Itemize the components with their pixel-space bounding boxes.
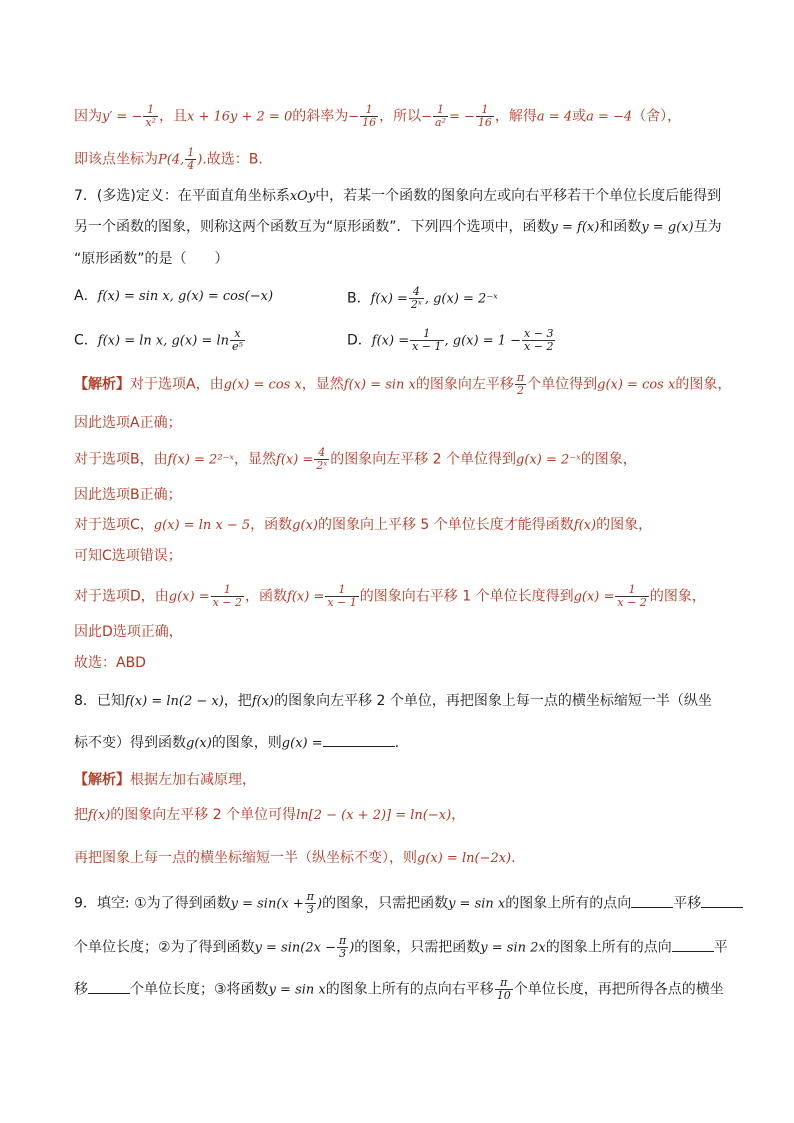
option-b: B．f(x) = $\frac{4}{\text{2ˣ}}$ , g(x) = 2⁻ˣ bbox=[347, 285, 498, 311]
q7-solution-c-line-1: 对于选项C，g(x) = ln x − 5，函数g(x)的图象向上平移 5 个单位长度才能得函数f(x)的图象， bbox=[74, 517, 653, 533]
q8-stem-line-1: 8．已知f(x) = ln(2 − x)，把f(x)的图象向左平移 2 个单位，再把图象上每一点的横坐标缩短一半（纵坐 bbox=[74, 693, 712, 709]
q9-line-1: 9．填空: ①为了得到函数y = sin(x + $\frac{\pi}{3}$ )的图象，只需把函数y = sin x的图象上所有的点向 平移 bbox=[74, 891, 734, 916]
q7-solution-d-line-1: 对于选项D，由g(x) = $\frac{1}{x - 2}$ ，函数f(x) = $\frac{1}{x - 1}$ 的图象向右平移 1 个单位长度得到g(x) = $\frac{1}{x - 2}$ 的图象， bbox=[74, 583, 706, 609]
q8-stem-line-2: 标不变）得到函数g(x)的图象，则g(x) = . bbox=[74, 732, 734, 754]
q7-solution-b-line-2: 因此选项B正确； bbox=[74, 487, 182, 503]
fraction: $\frac{1}{16}$ bbox=[477, 103, 492, 129]
q7-stem-line-2: 另一个函数的图象，则称这两个函数互为“原形函数”．下列四个选项中，函数y = f(x)和函数y = g(x)互为 bbox=[74, 219, 722, 235]
q7-stem-line-1: 7．(多选)定义：在平面直角坐标系xOy中，若某一个函数的图象向左或向右平移若干个单位长度后能得到 bbox=[74, 188, 722, 204]
text: ，所以 bbox=[379, 108, 422, 125]
text: ，解得 bbox=[494, 108, 537, 125]
answer-blank[interactable] bbox=[672, 937, 714, 952]
q6-solution-line-1: 因为y′ = − $\frac{1}{\text{x²}}$ ，且x + 16y + 2 = 0的斜率为− $\frac{1}{16}$ ，所以− $\frac{1}{\text{a²}}$ = − $\frac{1}{16}$ ，解得a = 4或a = −4（舍）， bbox=[74, 103, 682, 129]
text: 即该点坐标为 bbox=[74, 151, 158, 168]
answer-text: .故选：B. bbox=[202, 151, 263, 168]
q8-solution-line-2: 把f(x)的图象向左平移 2 个单位可得ln[2 − (x + 2)] = ln(−x)， bbox=[74, 807, 466, 823]
answer-blank[interactable] bbox=[88, 979, 130, 994]
answer-blank[interactable] bbox=[631, 893, 673, 908]
answer-blank[interactable] bbox=[701, 893, 743, 908]
option-d: D．f(x) = $\frac{1}{x - 1}$ , g(x) = 1 − $\frac{x - 3}{x - 2}$ bbox=[347, 327, 554, 353]
q9-line-3: 移 个单位长度；③将函数y = sin x的图象上所有的点向右平移 $\frac{\pi}{10}$ 个单位长度，再把所得各点的横坐 bbox=[74, 976, 724, 1002]
analysis-tag: 【解析】 bbox=[74, 376, 130, 393]
q9-line-2: 个单位长度；②为了得到函数y = sin(2x − $\frac{\pi}{3}$ )的图象，只需把函数y = sin 2x的图象上所有的点向 平 bbox=[74, 934, 728, 960]
q7-solution-c-line-2: 可知C选项错误； bbox=[74, 548, 182, 564]
fraction: $\frac{1}{16}$ bbox=[362, 103, 377, 129]
q7-solution-a-line-2: 因此选项A正确； bbox=[74, 415, 182, 431]
q7-solution-d-line-2: 因此D选项正确， bbox=[74, 624, 183, 640]
q7-solution-answer: 故选：ABD bbox=[74, 655, 146, 671]
q6-solution-line-2: 即该点坐标为P(4, $\frac{1}{4}$ ).故选：B. bbox=[74, 146, 263, 172]
fraction: $\frac{1}{\text{x²}}$ bbox=[145, 103, 156, 129]
q7-stem-line-3: “原形函数”的是（ ） bbox=[74, 251, 229, 267]
math-line-equation: x + 16y + 2 = 0 bbox=[186, 109, 293, 125]
text: 的斜率为 bbox=[292, 108, 349, 125]
math-derivative: y′ = − bbox=[102, 109, 143, 125]
q7-solution-b-line-1: 对于选项B，由f(x) = 2²⁻ˣ，显然f(x) = $\frac{4}{\text{2ˣ}}$ 的图象向左平移 2 个单位得到g(x) = 2⁻ˣ的图象， bbox=[74, 446, 637, 472]
fraction: $\frac{1}{\text{a²}}$ bbox=[435, 103, 446, 129]
q8-solution-line-1: 【解析】根据左加右减原理， bbox=[74, 772, 256, 788]
option-a: A．f(x) = sin x, g(x) = cos(−x) bbox=[74, 288, 274, 304]
text: 因为 bbox=[74, 108, 102, 125]
fraction: $\frac{1}{4}$ bbox=[187, 146, 195, 172]
answer-blank[interactable] bbox=[323, 732, 395, 747]
text: ，且 bbox=[158, 108, 187, 125]
option-c: C．f(x) = ln x, g(x) = ln $\frac{x}{\text{e⁵}}$ bbox=[74, 327, 243, 353]
analysis-tag: 【解析】 bbox=[74, 772, 130, 788]
q7-solution-a-line-1: 【解析】对于选项A，由g(x) = cos x，显然f(x) = sin x的图象向左平移 $\frac{\pi}{2}$ 个单位得到g(x) = cos x的图象， bbox=[74, 371, 732, 397]
q8-solution-line-3: 再把图象上每一点的横坐标缩短一半（纵坐标不变），则g(x) = ln(−2x). bbox=[74, 850, 516, 866]
